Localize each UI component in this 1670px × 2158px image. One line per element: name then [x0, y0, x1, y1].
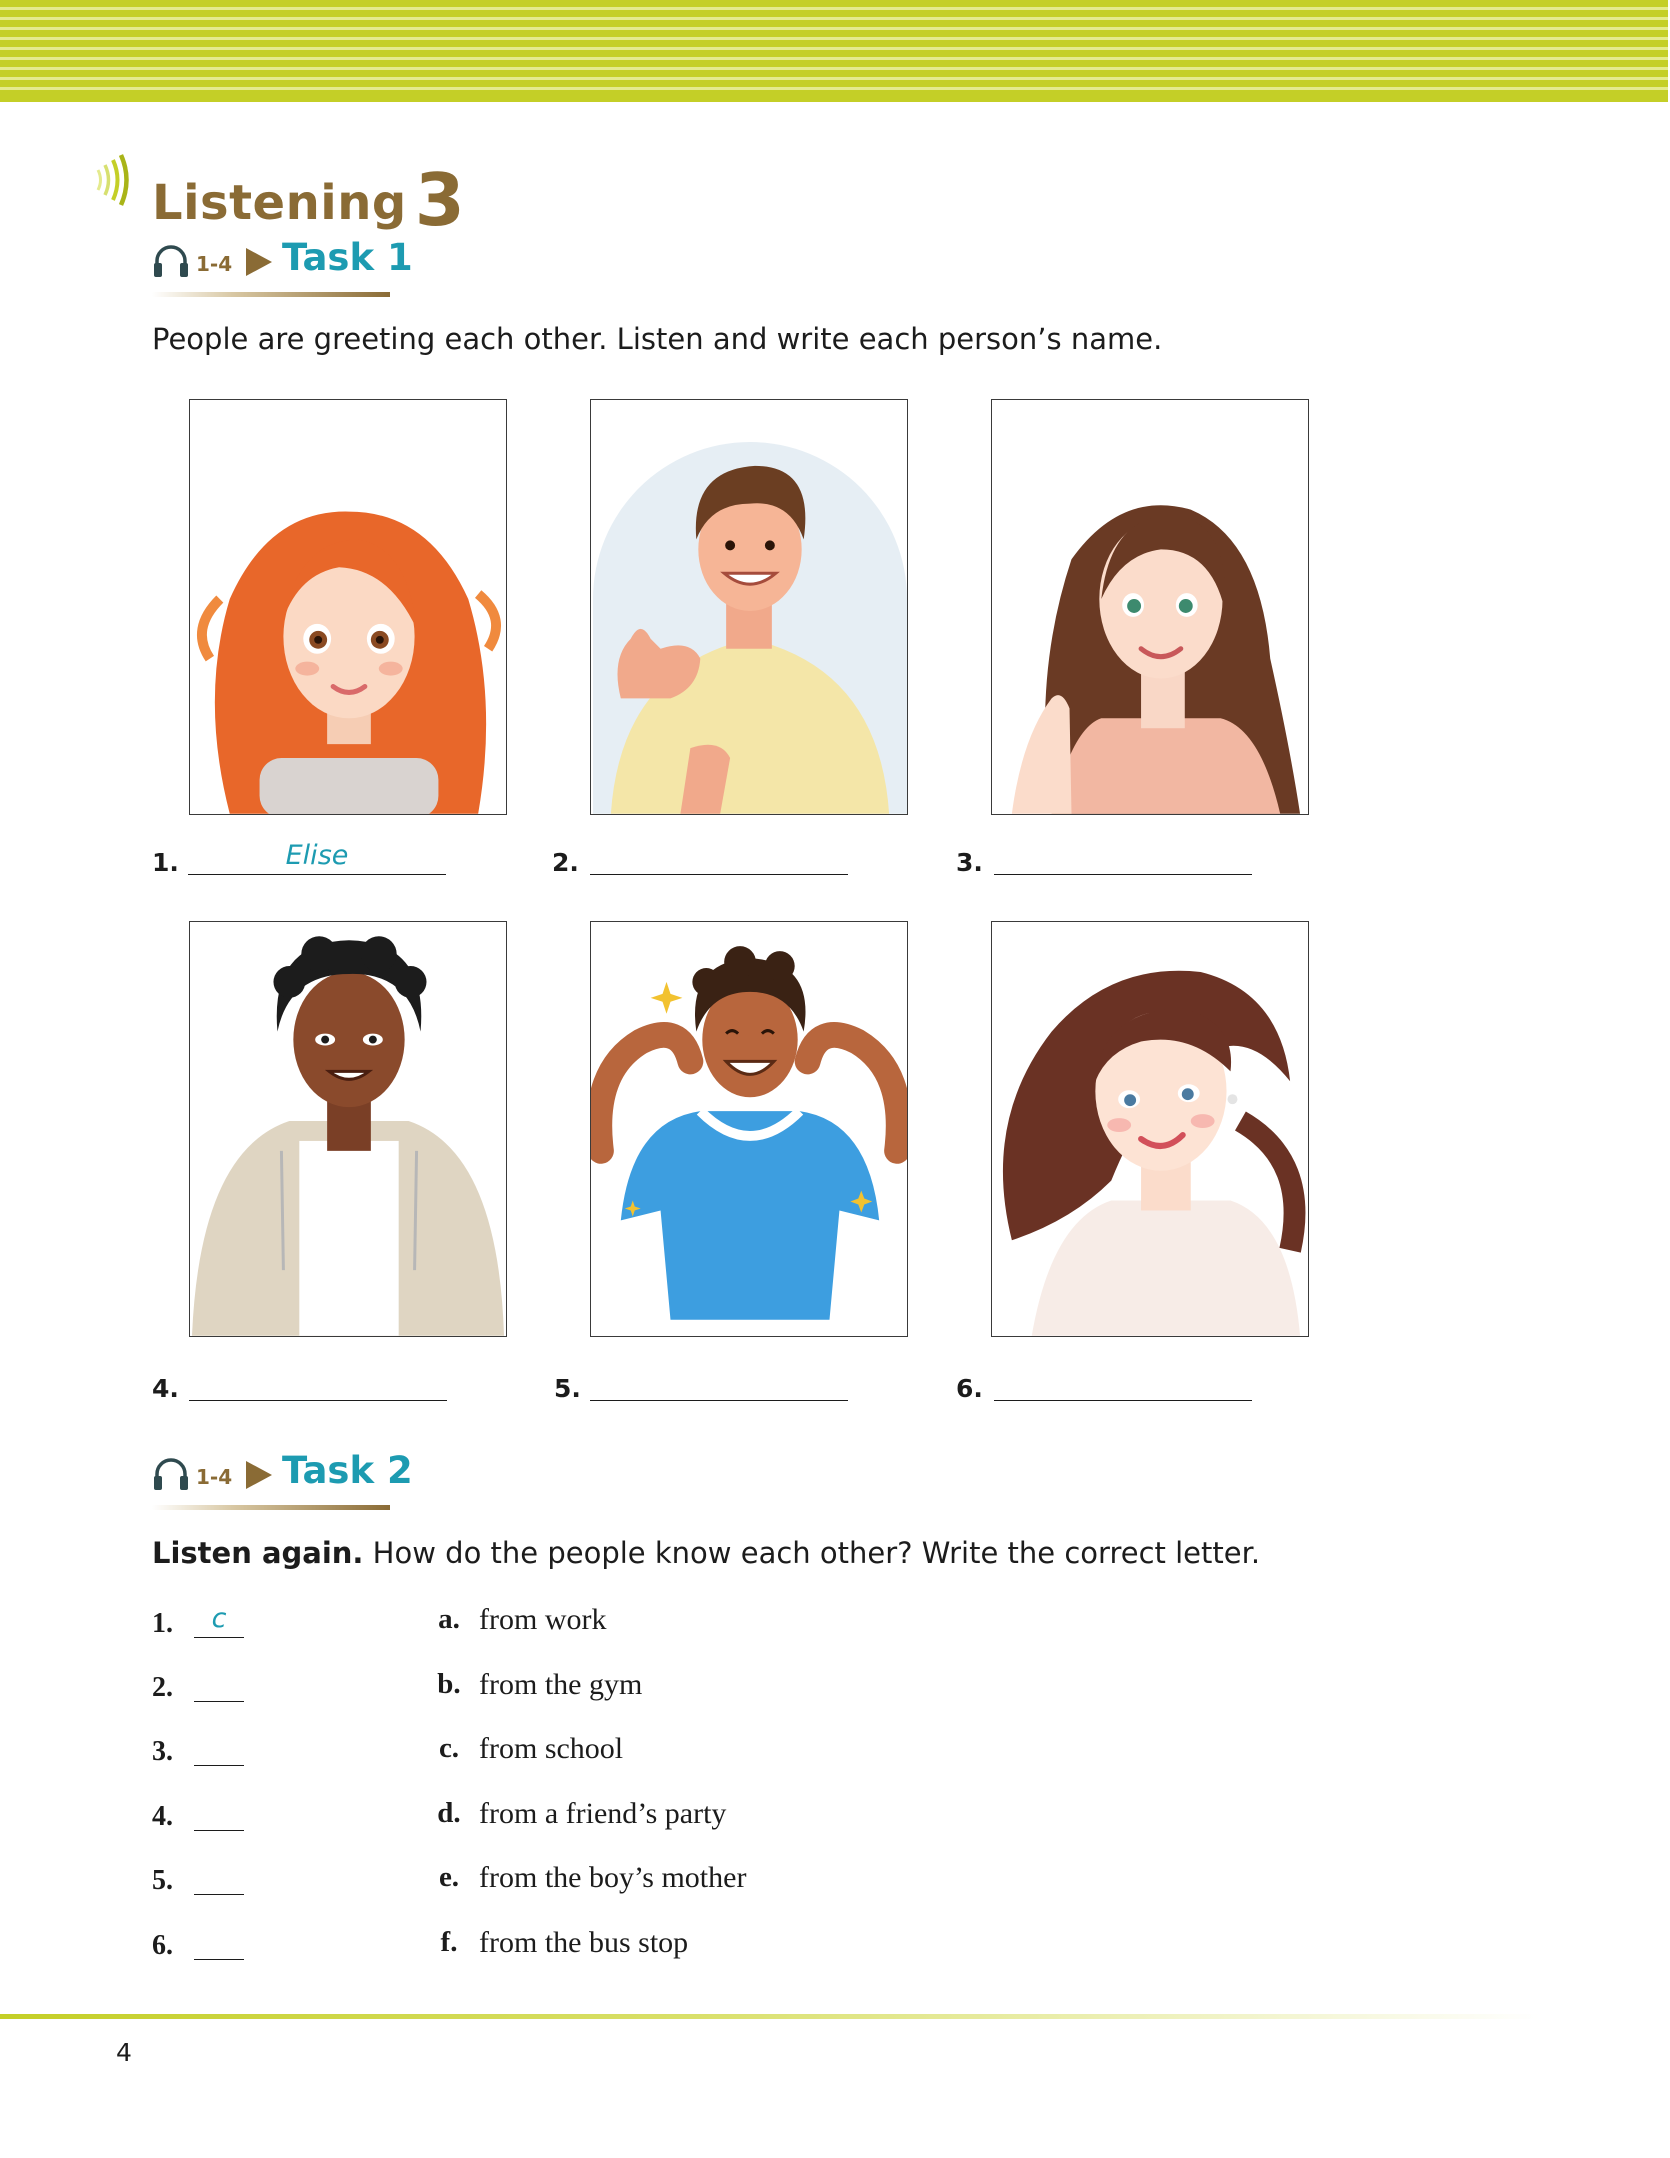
match-number-4: 4. — [152, 1801, 173, 1832]
option-text-f: from the bus stop — [479, 1926, 689, 1959]
answer-line-1[interactable] — [188, 874, 446, 875]
section-title — [152, 152, 466, 242]
answer-line-5[interactable] — [590, 1400, 848, 1401]
sound-waves-icon — [90, 152, 136, 208]
illustration-woman-wavy-hair — [992, 922, 1308, 1336]
option-text-a: from work — [479, 1603, 607, 1636]
headphones-icon[interactable] — [152, 1455, 190, 1493]
option-letter-b: b. — [437, 1668, 461, 1700]
match-number-2: 2. — [152, 1672, 173, 1703]
illustration-woman-long-hair — [992, 400, 1308, 814]
option-letter-d: d. — [437, 1797, 461, 1829]
answer-number-1: 1. — [152, 848, 179, 877]
answer-line-3[interactable] — [994, 874, 1252, 875]
task-underline — [152, 1505, 390, 1510]
option-text-c: from school — [479, 1732, 624, 1765]
option-text-b: from the gym — [479, 1668, 643, 1701]
top-decorative-band — [0, 0, 1668, 102]
illustration-red-haired-girl — [190, 400, 506, 814]
match-number-5: 5. — [152, 1865, 173, 1896]
answer-1-handwritten: Elise — [285, 840, 349, 871]
task2-instruction — [152, 1536, 1260, 1570]
match-number-6: 6. — [152, 1930, 173, 1961]
footer-rule — [0, 2014, 1540, 2019]
match-number-1: 1. — [152, 1608, 173, 1639]
instruction-rest: How do the people know each other? Write the correct letter. — [363, 1536, 1261, 1570]
headphones-icon[interactable] — [152, 242, 190, 280]
section-number: 3 — [414, 158, 466, 242]
photo-1-red-haired-girl — [189, 399, 507, 815]
track-label: 1-4 — [196, 1465, 233, 1489]
answer-number-6: 6. — [956, 1374, 983, 1403]
option-letter-e: e. — [438, 1861, 460, 1893]
instruction-bold: Listen again. — [152, 1536, 364, 1570]
match-blank-5[interactable] — [194, 1894, 244, 1895]
answer-number-2: 2. — [552, 848, 579, 877]
answer-number-5: 5. — [554, 1374, 581, 1403]
illustration-boy-blue-shirt — [591, 922, 907, 1336]
option-letter-c: c. — [438, 1732, 460, 1764]
photo-6-woman-wavy-hair — [991, 921, 1309, 1337]
match-number-3: 3. — [152, 1736, 173, 1767]
option-letter-a: a. — [438, 1603, 460, 1635]
answer-number-4: 4. — [152, 1374, 179, 1403]
answer-line-6[interactable] — [994, 1400, 1252, 1401]
answer-line-4[interactable] — [189, 1400, 447, 1401]
photo-3-woman-long-hair — [991, 399, 1309, 815]
option-text-e: from the boy’s mother — [479, 1861, 747, 1894]
play-triangle-icon[interactable] — [244, 1459, 274, 1491]
illustration-man-hoodie — [190, 922, 506, 1336]
match-blank-6[interactable] — [194, 1959, 244, 1960]
task-underline — [152, 292, 390, 297]
answer-number-3: 3. — [956, 848, 983, 877]
play-triangle-icon[interactable] — [244, 246, 274, 278]
illustration-man-thumbs-up — [591, 400, 907, 814]
match-blank-1[interactable] — [194, 1637, 244, 1638]
section-title-text: Listening — [152, 175, 407, 231]
match-answer-1-handwritten: c — [211, 1603, 227, 1634]
photo-5-boy-blue-shirt — [590, 921, 908, 1337]
match-blank-4[interactable] — [194, 1830, 244, 1831]
task-title: Task 2 — [282, 1449, 413, 1492]
photo-4-man-hoodie — [189, 921, 507, 1337]
task1-instruction: People are greeting each other. Listen and write each person’s name. — [152, 322, 1163, 356]
answer-line-2[interactable] — [590, 874, 848, 875]
track-label: 1-4 — [196, 252, 233, 276]
photo-2-man-thumbs-up — [590, 399, 908, 815]
match-blank-3[interactable] — [194, 1765, 244, 1766]
match-blank-2[interactable] — [194, 1701, 244, 1702]
page-number: 4 — [116, 2038, 132, 2067]
option-text-d: from a friend’s party — [479, 1797, 727, 1830]
task-title: Task 1 — [282, 236, 413, 279]
option-letter-f: f. — [440, 1926, 458, 1958]
